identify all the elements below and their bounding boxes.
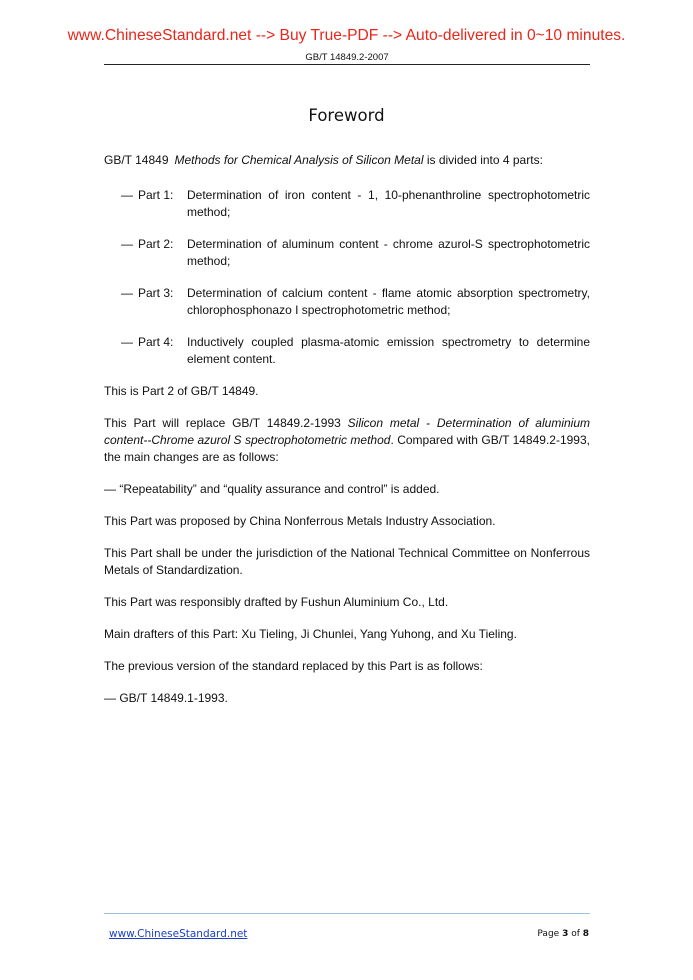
part-dash: — [121,335,133,349]
previous-version-item: — GB/T 14849.1-1993. [104,691,228,705]
part-item [121,236,590,270]
part-dash: — [121,237,133,251]
part-description: Determination of iron content - 1, 10-phenanthroline spectrophotometric method; [187,188,590,219]
part-label: Part 3: [138,286,174,300]
previous-version-paragraph: The previous version of the standard replaced by this Part is as follows: [104,659,483,673]
page-of: of [568,929,583,939]
part-description: Inductively coupled plasma-atomic emission spectrometry to determine element content. [187,335,590,366]
proposed-paragraph: This Part was proposed by China Nonferrous Metals Industry Association. [104,514,496,528]
header-banner[interactable]: www.ChineseStandard.net --> Buy True-PDF --> Auto-delivered in 0~10 minutes. [67,27,626,44]
part-label: Part 4: [138,335,174,349]
part-description: Determination of calcium content - flame atomic absorption spectrometry, chlorophosphonazo I spectrophotometric method; [187,286,590,317]
replacement-suffix: . Compared with GB/T 14849.2-1993, the main changes are as follows: [104,433,590,464]
total-pages: 8 [582,929,589,939]
part-item [121,285,590,319]
drafted-paragraph: This Part was responsibly drafted by Fushun Aluminium Co., Ltd. [104,595,449,609]
page-prefix: Page [537,929,563,939]
header-divider [104,64,590,65]
part-statement: This is Part 2 of GB/T 14849. [104,384,259,398]
replaced-standard-title: Silicon metal - Determination of aluminium content--Chrome azurol S spectrophotometric method [104,416,590,447]
intro-suffix: is divided into 4 parts: [423,153,543,167]
part-item [121,187,590,221]
part-label: Part 1: [138,188,174,202]
replacement-prefix: This Part will replace GB/T 14849.2-1993 [104,416,348,430]
part-dash: — [121,286,133,300]
part-description: Determination of aluminum content - chrome azurol-S spectrophotometric method; [187,237,590,268]
jurisdiction-paragraph: This Part shall be under the jurisdiction of the National Technical Committee on Nonferrous Metals of Standardization. [104,546,590,577]
page-number [537,929,589,939]
page-title: Foreword [308,106,385,125]
intro-code: GB/T 14849 [104,153,169,167]
intro-paragraph [104,152,590,169]
intro-title: Methods for Chemical Analysis of Silicon Metal [174,153,424,167]
footer-divider [104,913,590,914]
change-item: — “Repeatability” and “quality assurance and control” is added. [104,482,440,496]
footer-website-link[interactable]: www.ChineseStandard.net [109,928,248,940]
part-item [121,334,590,368]
current-page: 3 [562,929,569,939]
replacement-paragraph [104,415,590,466]
part-label: Part 2: [138,237,174,251]
document-body [104,152,590,722]
standard-code: GB/T 14849.2-2007 [305,52,389,63]
part-dash: — [121,188,133,202]
drafters-paragraph: Main drafters of this Part: Xu Tieling, Ji Chunlei, Yang Yuhong, and Xu Tieling. [104,627,517,641]
